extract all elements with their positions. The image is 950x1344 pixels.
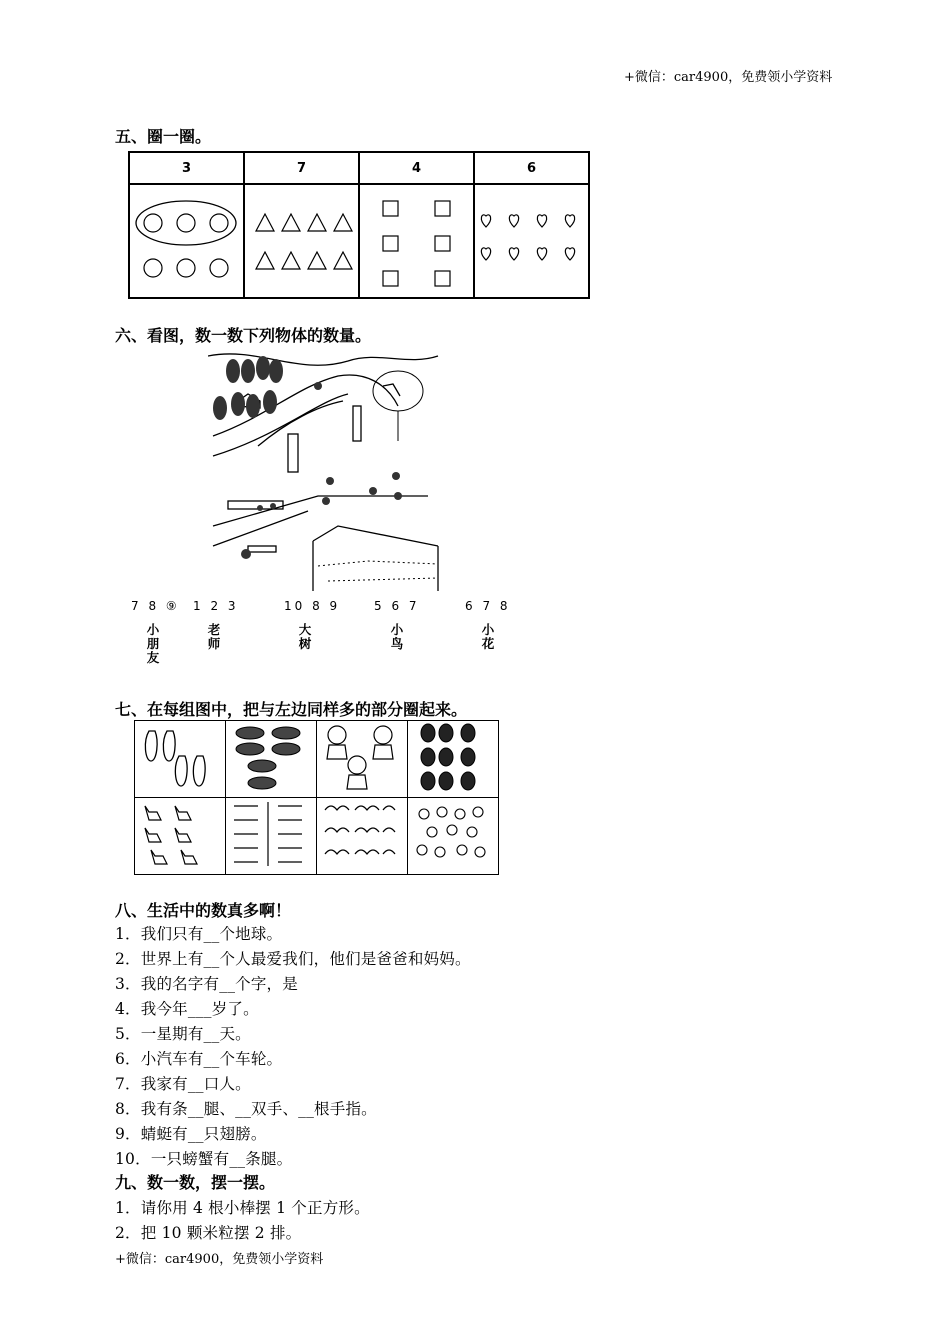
header-note: +微信：car4900，免费领小学资料 [624, 70, 833, 85]
hearts-cell [474, 184, 589, 298]
squares-group-icon [361, 185, 473, 293]
hearts-group-icon [476, 185, 588, 293]
col-number-2: 7 [244, 152, 359, 184]
col-number-1: 3 [129, 152, 244, 184]
section9-title: 九、数一数，摆一摆。 [115, 1173, 276, 1192]
question-line-5: 5．一星期有__天。 [115, 1025, 251, 1043]
park-scene-illustration [208, 346, 498, 596]
section5-title: 五、圈一圈。 [115, 127, 212, 146]
question-line-7: 7．我家有__口人。 [115, 1075, 251, 1093]
count-options-birds: 5 6 7 [374, 599, 420, 613]
cats-icon [135, 798, 226, 875]
count-options-trees: 10 8 9 [284, 599, 341, 613]
triangles-cell [244, 184, 359, 298]
col-number-4: 6 [474, 152, 589, 184]
label-children: 小 朋 友 [146, 622, 160, 665]
squares-cell [359, 184, 474, 298]
footer-note: +微信：car4900，免费领小学资料 [115, 1252, 324, 1267]
task-line-1: 1．请你用 4 根小棒摆 1 个正方形。 [115, 1199, 370, 1217]
section8-title: 八、生活中的数真多啊！ [115, 901, 292, 920]
count-options-flowers: 6 7 8 [465, 599, 511, 613]
label-teachers: 老 师 [207, 622, 221, 651]
feet-icon [135, 721, 226, 798]
col-number-3: 4 [359, 152, 474, 184]
matching-grid [134, 720, 499, 875]
question-line-6: 6．小汽车有__个车轮。 [115, 1050, 283, 1068]
question-line-10: 10．一只螃蟹有__条腿。 [115, 1150, 293, 1168]
question-line-1: 1．我们只有__个地球。 [115, 925, 283, 943]
question-line-9: 9．蜻蜓有__只翅膀。 [115, 1125, 267, 1143]
question-line-2: 2．世界上有__个人最爱我们，他们是爸爸和妈妈。 [115, 950, 471, 968]
count-options-children: 7 8 ⑨ [131, 599, 180, 613]
task-line-2: 2．把 10 颗米粒摆 2 排。 [115, 1224, 302, 1242]
birds-icon [317, 798, 408, 875]
label-birds: 小 鸟 [390, 622, 404, 651]
circles-icon [408, 798, 499, 875]
bones-icon [226, 798, 317, 875]
section7-title: 七、在每组图中，把与左边同样多的部分圈起来。 [115, 700, 468, 719]
question-line-3: 3．我的名字有__个字，是 [115, 975, 298, 993]
circles-group-icon [131, 185, 243, 293]
section6-title: 六、看图，数一数下列物体的数量。 [115, 326, 372, 345]
count-options-teachers: 1 2 3 [193, 599, 239, 613]
children-icon [317, 721, 408, 798]
shoes-icon [226, 721, 317, 798]
circles-cell [129, 184, 244, 298]
circle-table [128, 151, 590, 299]
triangles-group-icon [246, 185, 358, 293]
balls-icon [408, 721, 499, 798]
question-line-8: 8．我有条__腿、__双手、__根手指。 [115, 1100, 377, 1118]
question-line-4: 4．我今年___岁了。 [115, 1000, 259, 1018]
label-trees: 大 树 [298, 622, 312, 651]
label-flowers: 小 花 [481, 622, 495, 651]
